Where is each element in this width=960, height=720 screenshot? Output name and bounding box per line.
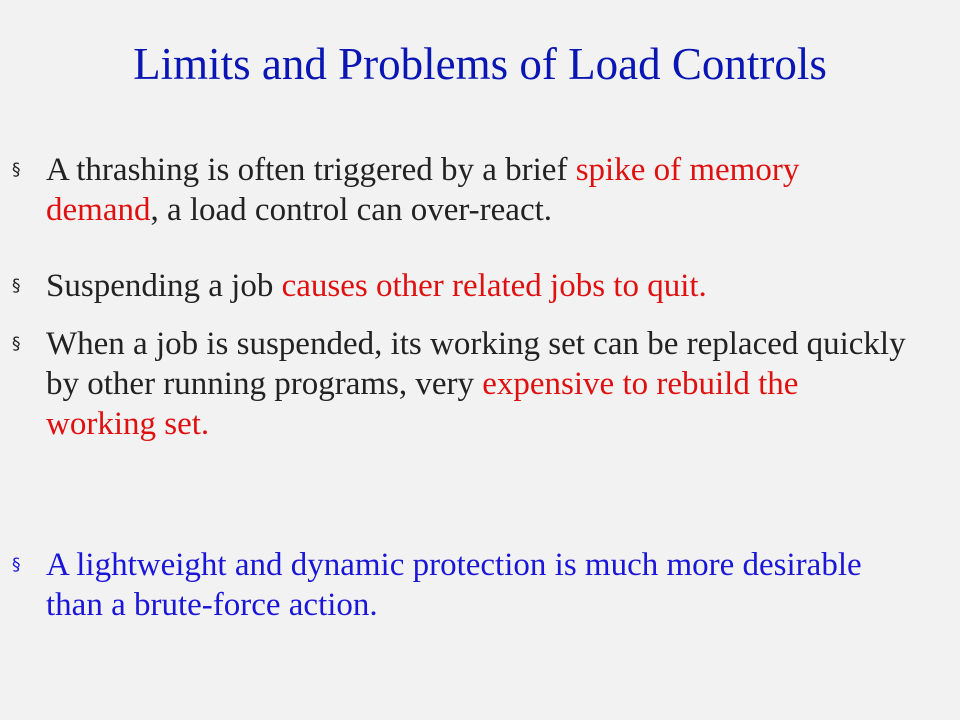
bullet-item: [12, 545, 912, 625]
bullet-marker-icon: §: [12, 555, 21, 575]
bullet-text: When a job is suspended, its working set can be replaced quickly by other running programs, very: [46, 326, 906, 402]
bullet-marker-icon: §: [12, 276, 21, 296]
bullet-highlight: spike of memory demand: [46, 152, 800, 228]
bullet-emphasis: A lightweight and dynamic protection is much more desirable than a brute-force action.: [46, 547, 862, 623]
bullet-marker-icon: §: [12, 160, 21, 180]
bullet-item: [12, 324, 912, 444]
bullet-highlight: causes other related jobs to quit.: [281, 268, 707, 304]
bullet-text: A thrashing is often triggered by a brief: [46, 152, 576, 188]
bullet-item: [12, 266, 912, 306]
bullet-marker-icon: §: [12, 334, 21, 354]
bullet-highlight: expensive to rebuild the working set.: [46, 366, 799, 442]
bullet-item: [12, 150, 912, 230]
slide-title: Limits and Problems of Load Controls: [133, 39, 827, 89]
bullet-text: , a load control can over-react.: [150, 192, 553, 228]
bullet-text: Suspending a job: [46, 268, 282, 304]
